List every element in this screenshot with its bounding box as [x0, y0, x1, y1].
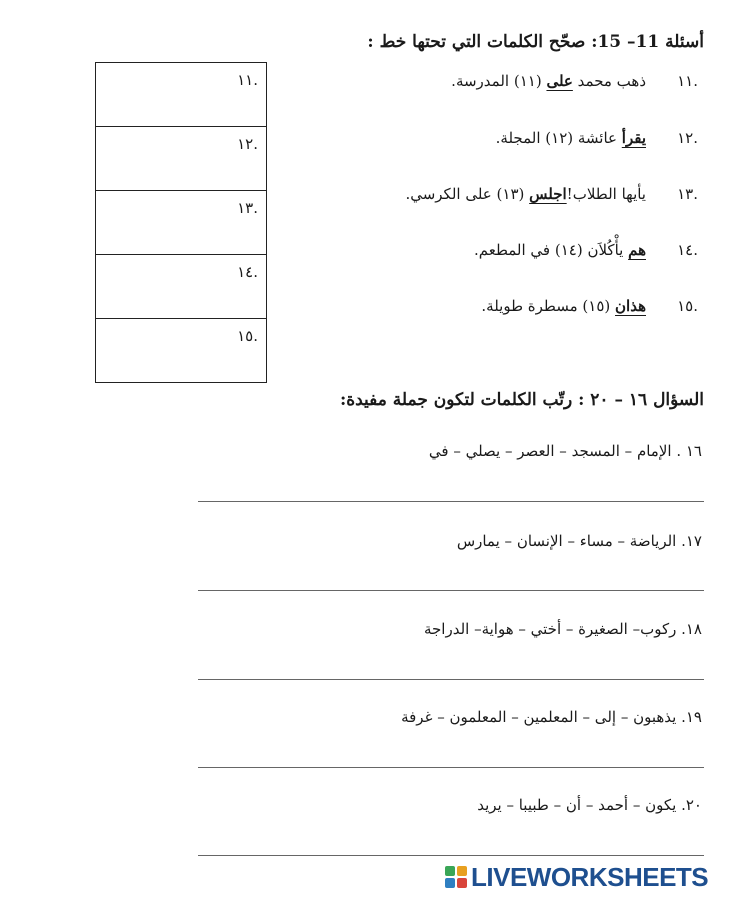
- question-text: يأيها الطلاب!اجلس (١٣) على الكرسي.: [405, 185, 646, 203]
- question-14: [368, 241, 698, 259]
- question-text: ذهب محمد على (١١) المدرسة.: [451, 72, 646, 90]
- logo-mark-icon: [445, 866, 467, 888]
- arrange-item-16: ١٦ . الإمام – المسجد – العصر – يصلي – في: [428, 442, 702, 460]
- question-number: .١٥: [677, 297, 698, 315]
- answer-cell-15: [96, 319, 267, 383]
- answer-input-14[interactable]: [104, 287, 258, 307]
- logo-text: LIVEWORKSHEETS: [471, 861, 709, 892]
- question-number: .١٢: [677, 129, 698, 147]
- answer-line: [198, 501, 704, 502]
- answer-input-12[interactable]: [104, 159, 258, 179]
- arrange-item-20: ٢٠. يكون – أحمد – أن – طبيبا – يريد: [477, 796, 702, 814]
- answer-line: [198, 855, 704, 856]
- arrange-answer-16[interactable]: [198, 477, 708, 501]
- question-text: هذان (١٥) مسطرة طويلة.: [481, 297, 646, 315]
- answer-line: [198, 767, 704, 768]
- arrange-answer-19[interactable]: [198, 743, 708, 767]
- logo-square: [457, 878, 467, 888]
- logo-square: [457, 866, 467, 876]
- arrange-answer-18[interactable]: [198, 655, 708, 679]
- question-number: .١١: [677, 72, 698, 90]
- answer-label: .١٣: [237, 199, 258, 217]
- answer-label: .١١: [237, 71, 258, 89]
- question-number: .١٤: [677, 241, 698, 259]
- arrange-answer-20[interactable]: [198, 831, 708, 855]
- arrange-item-17: ١٧. الرياضة – مساء – الإنسان – يمارس: [456, 532, 702, 550]
- question-text: هم يأْكُلاَن (١٤) في المطعم.: [473, 241, 646, 259]
- answer-table: [95, 62, 267, 383]
- answer-cell-12: [96, 127, 267, 191]
- answer-cell-13: [96, 191, 267, 255]
- answer-line: [198, 679, 704, 680]
- liveworksheets-logo: [445, 862, 708, 892]
- question-11: [368, 72, 698, 90]
- underlined-word: يقرأ: [621, 129, 646, 147]
- section2-title: السؤال ١٦ – ٢٠ : رتّب الكلمات لتكون جملة مفيدة:: [339, 390, 704, 410]
- answer-label: .١٤: [237, 263, 258, 281]
- arrange-answer-17[interactable]: [198, 566, 708, 590]
- answer-input-13[interactable]: [104, 223, 258, 243]
- logo-square: [445, 878, 455, 888]
- question-15: [368, 297, 698, 315]
- question-text: يقرأ عائشة (١٢) المجلة.: [495, 129, 646, 147]
- section1-title: أسئلة 11– 15: صحّح الكلمات التي تحتها خط :: [367, 32, 704, 52]
- underlined-word: هذان: [615, 297, 646, 315]
- logo-square: [445, 866, 455, 876]
- answer-line: [198, 590, 704, 591]
- arrange-item-19: ١٩. يذهبون – إلى – المعلمين – المعلمون – غرفة: [401, 708, 702, 726]
- answer-cell-14: [96, 255, 267, 319]
- answer-input-11[interactable]: [104, 95, 258, 115]
- arrange-item-18: ١٨. ركوب– الصغيرة – أختي – هواية– الدراجة: [423, 620, 702, 638]
- question-number: .١٣: [677, 185, 698, 203]
- question-12: [368, 129, 698, 147]
- question-13: [368, 185, 698, 203]
- answer-label: .١٢: [237, 135, 258, 153]
- underlined-word: هم: [628, 241, 646, 259]
- underlined-word: اجلس: [529, 185, 567, 203]
- answer-cell-11: [96, 63, 267, 127]
- answer-label: .١٥: [237, 327, 258, 345]
- underlined-word: على: [546, 72, 573, 90]
- answer-input-15[interactable]: [104, 351, 258, 371]
